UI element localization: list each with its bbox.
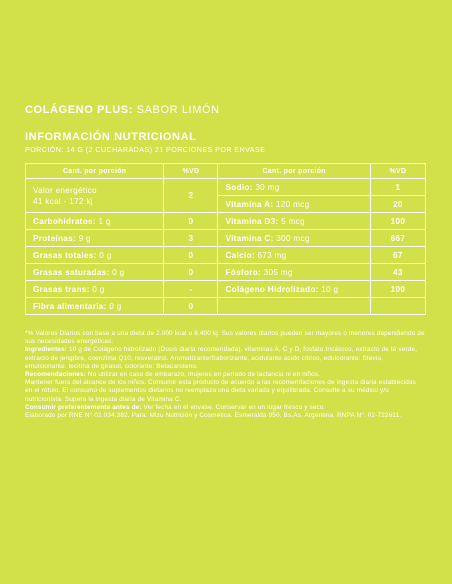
manufacturer-info: Elaborado por RNE N° 02.034.382. Para: Mizu Nutrición y Cosmética. Esmeralda 950, Bs.As. Argentina. RNPA N°: 02-722611. xyxy=(25,412,402,420)
header-vd-right: %VD xyxy=(370,164,425,179)
header-vd-left: %VD xyxy=(164,164,218,179)
nutrient-cell xyxy=(26,264,164,281)
nutrient-value: 0 g xyxy=(106,301,122,311)
recommendations-label: Recomendaciones: xyxy=(25,371,86,379)
nutrient-value: 673 mg xyxy=(254,250,287,260)
recommendations xyxy=(25,371,425,379)
nutrient-cell xyxy=(26,281,164,298)
nutrient-label: Proteínas: xyxy=(33,233,77,243)
nutrient-vd: 0 xyxy=(164,264,218,281)
nutrient-label: Grasas saturadas: xyxy=(33,267,110,277)
energy-label: Valor energético xyxy=(33,185,97,195)
nutrient-value: 1 g xyxy=(95,216,111,226)
nutrient-cell xyxy=(218,264,370,281)
nutrient-value: 0 g xyxy=(109,267,125,277)
product-flavor: SABOR LIMÓN xyxy=(133,104,220,116)
nutrient-cell xyxy=(218,247,370,264)
nutrient-value: 10 g xyxy=(318,284,339,294)
nutrient-value: 30 mg xyxy=(252,182,280,192)
nutrient-label: Fibra alimentaria: xyxy=(33,301,107,311)
nutrient-cell xyxy=(26,213,164,230)
nutrient-label: Grasas trans: xyxy=(33,284,90,294)
nutrient-cell xyxy=(218,213,370,230)
nutrient-value: 120 mcg xyxy=(273,199,310,209)
table-row xyxy=(26,213,426,230)
energy-vd: 2 xyxy=(164,179,218,213)
empty-cell xyxy=(218,298,370,315)
nutrient-cell xyxy=(26,230,164,247)
nutrient-cell xyxy=(218,179,370,196)
nutrient-cell xyxy=(218,230,370,247)
energy-value: 41 kcal - 172 kj xyxy=(33,196,93,206)
energy-cell xyxy=(26,179,164,213)
nutrient-cell xyxy=(218,196,370,213)
nutrient-label: Colágeno Hidrolizado: xyxy=(225,284,319,294)
vd-note: *% Valores Diarios con base a una dieta de 2.000 kcal o 8.400 kj. Sus valores diarios pueden ser mayores o menores dependiendo de sus necesidades energéticas. xyxy=(25,330,425,346)
nutrient-vd: 67 xyxy=(370,247,425,264)
nutrient-cell xyxy=(218,281,370,298)
nutrient-vd: 100 xyxy=(370,281,425,298)
nutrient-label: Vitamina A: xyxy=(225,199,274,209)
table-row xyxy=(26,264,426,281)
ingredients-label: Ingredientes: xyxy=(25,346,68,354)
nutrient-value: 0 g xyxy=(89,284,105,294)
table-row xyxy=(26,281,426,298)
nutrient-value: 0 g xyxy=(96,250,112,260)
warning-text: Mantener fuera del alcance de los niños. Consumir esta producto de acuerdo a las recomendaciones de ingesta diaria establecidas en el rótulo. El consumo de suplementos dietarios no reemplaza una dieta variada y equilibrada. Consulte a su médico y/o nutricionista. Supera la ingesta diaria de Vitamina C. xyxy=(25,379,416,403)
nutrient-vd: 43 xyxy=(370,264,425,281)
ingredients xyxy=(25,346,425,371)
header-amount-left: Cant. por porción xyxy=(26,164,164,179)
product-name: COLÁGENO PLUS: xyxy=(25,104,134,116)
nutrient-label: Carbohidratos: xyxy=(33,216,96,226)
nutrient-value: 9 g xyxy=(76,233,91,243)
portion-info: PORCIÓN: 14 G (2 CUCHARADAS) 21 PORCIONES POR ENVASE xyxy=(25,145,266,154)
label-notes xyxy=(25,330,425,420)
table-row xyxy=(26,298,426,315)
nutrient-vd: 0 xyxy=(164,213,218,230)
nutrient-vd: 100 xyxy=(370,213,425,230)
nutrient-vd: 0 xyxy=(164,298,218,315)
nutrient-vd: 0 xyxy=(164,247,218,264)
section-title: INFORMACIÓN NUTRICIONAL xyxy=(25,131,197,143)
nutrient-value: 5 mcg xyxy=(278,216,305,226)
consume-text: Ver fecha en el envase. Conservar en un lugar fresco y seco. xyxy=(141,403,326,411)
nutrient-value: 300 mcg xyxy=(273,233,310,243)
nutrition-table xyxy=(25,163,426,315)
empty-cell xyxy=(370,298,425,315)
nutrient-vd: 667 xyxy=(370,230,425,247)
nutrient-label: Sodio: xyxy=(225,182,253,192)
nutrient-label: Grasas totales: xyxy=(33,250,97,260)
table-row xyxy=(26,179,426,196)
nutrient-vd: 3 xyxy=(164,230,218,247)
nutrient-label: Fósforo: xyxy=(225,267,262,277)
table-row xyxy=(26,230,426,247)
consume-label: Consumir preferentemente antes de: xyxy=(25,403,142,411)
table-row xyxy=(26,247,426,264)
header-amount-right: Cant. por porción xyxy=(218,164,370,179)
nutrient-label: Vitamina C: xyxy=(225,233,274,243)
nutrient-vd: 20 xyxy=(370,196,425,213)
table-header-row xyxy=(26,164,426,179)
nutrient-label: Vitamina D3: xyxy=(225,216,279,226)
nutrient-cell xyxy=(26,247,164,264)
product-title xyxy=(25,104,220,116)
consume-before xyxy=(25,404,425,412)
nutrient-vd: 1 xyxy=(370,179,425,196)
ingredients-text: 10 g de Colágeno hidrolizado (Dosis diaria recomendada), vitaminas A, C y D, fosfato tricálcico, extracto de té verde, extracto de jengibre, coenzima Q10, resveratrol. Aromatizante/Saborizante, acidulante ácido cítrico, edulcorante: Stevia, emulsionante: lecitina de girasol, colorante: Betacaroteno. xyxy=(25,346,418,370)
nutrient-cell xyxy=(26,298,164,315)
nutrient-value: 305 mg xyxy=(261,267,293,277)
nutrient-vd: - xyxy=(164,281,218,298)
recommendations-text: No utilizar en caso de embarazo, mujeres en período de lactancia ni en niños. xyxy=(86,371,321,379)
nutrient-label: Calcio: xyxy=(225,250,255,260)
